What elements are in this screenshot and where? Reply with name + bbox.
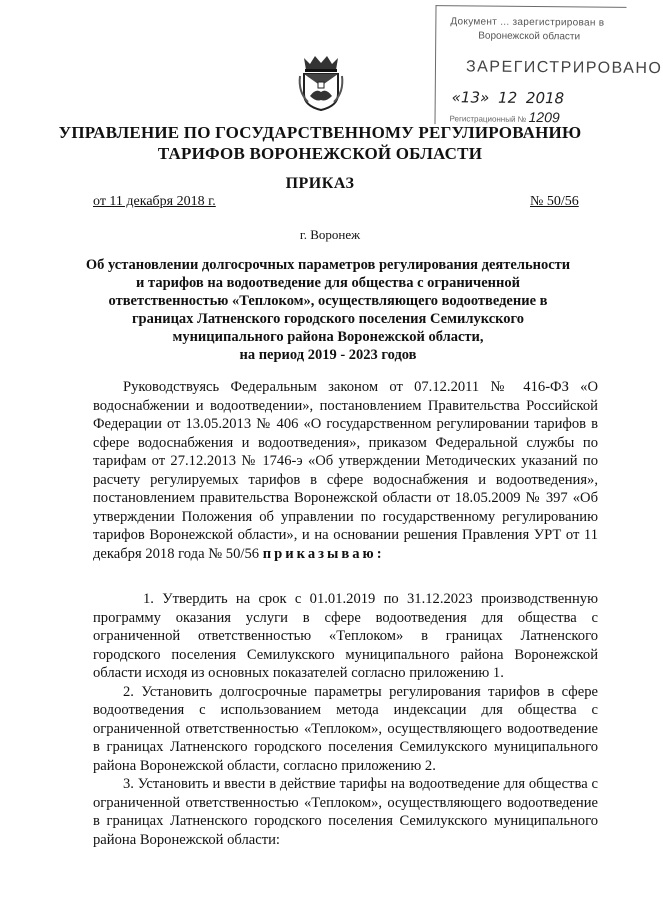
document-number: № 50/56 <box>530 194 579 209</box>
organization-name <box>0 122 640 164</box>
decree-item-1: 1. Утвердить на срок с 01.01.2019 по 31.12.2023 производственную программу оказания услуги в сфере водоотведения для общества с ограниченной ответственностью «Теплоком» в границах Латненского городского поселения Семилукского муниципального района Воронежской области исходя из основных показателей согласно приложению 1. <box>93 591 598 681</box>
document-city: г. Воронеж <box>299 227 361 242</box>
subject-line: муниципального района Воронежской области, <box>172 329 484 345</box>
preamble-paragraph <box>93 378 598 563</box>
decree-items <box>93 590 598 849</box>
stamp-registered: ЗАРЕГИСТРИРОВАНО <box>465 58 663 78</box>
stamp-line-1: Документ ... зарегистрирован в <box>450 16 605 29</box>
stamp-date: «13» 12 2018 <box>451 88 565 108</box>
org-line-1: УПРАВЛЕНИЕ ПО ГОСУДАРСТВЕННОМУ РЕГУЛИРОВАНИЮ <box>58 123 582 142</box>
coat-of-arms-icon <box>298 52 344 112</box>
preamble <box>93 378 598 563</box>
decree-item-2: 2. Установить долгосрочные параметры регулирования тарифов в сфере водоотведения с использованием метода индексации для общества с ограниченной ответственностью «Теплоком», осуществляющего водоотведение в границах Латненского городского поселения Семилукского муниципального района Воронежской области, согласно приложению 2. <box>93 683 598 774</box>
stamp-reg-number: 1209 <box>528 108 560 126</box>
stamp-line-2: Воронежской области <box>478 30 581 43</box>
subject-line: ответственностью «Теплоком», осуществляющего водоотведение в <box>108 293 548 309</box>
subject-line: границах Латненского городского поселения Семилукского <box>131 311 525 327</box>
decree-word: приказываю: <box>262 545 385 562</box>
org-line-2: ТАРИФОВ ВОРОНЕЖСКОЙ ОБЛАСТИ <box>157 144 483 163</box>
decree-item-3: 3. Установить и ввести в действие тарифы на водоотведение для общества с ограниченной ответственностью «Теплоком», осуществляющего водоотведение в границах Латненского городского поселения Семилукского муниципального района Воронежской области: <box>93 776 598 848</box>
document-type: ПРИКАЗ <box>285 175 355 192</box>
subject-line: на период 2019 - 2023 годов <box>239 347 417 363</box>
document-date: от 11 декабря 2018 г. <box>93 194 216 209</box>
subject-line: и тарифов на водоотведение для общества с ограниченной <box>136 275 520 291</box>
preamble-text: Руководствуясь Федеральным законом от 07.12.2011 № 416-ФЗ «О водоснабжении и водоотведении», постановлением Правительства Российской Федерации от 13.05.2013 № 406 «О государственном регулировании тарифов в сфере водоснабжения и водоотведения», приказом Федеральной службы по тарифам от 27.12.2013 № 1746-э «Об утверждении Методических указаний по расчету регулируемых тарифов в сфере водоснабжения и водоотведения», постановлением правительства Воронежской области от 18.05.2009 № 397 «Об утверждении Положения об управлении по государственному регулированию тарифов Воронежской области», и на основании решения Правления УРТ от 11 декабря 2018 года № 50/56 <box>93 379 598 562</box>
subject-line: Об установлении долгосрочных параметров регулирования деятельности <box>85 257 571 273</box>
stamp-reg-label: Регистрационный № <box>449 114 527 124</box>
document-subject <box>8 256 648 364</box>
registration-stamp <box>434 5 663 126</box>
